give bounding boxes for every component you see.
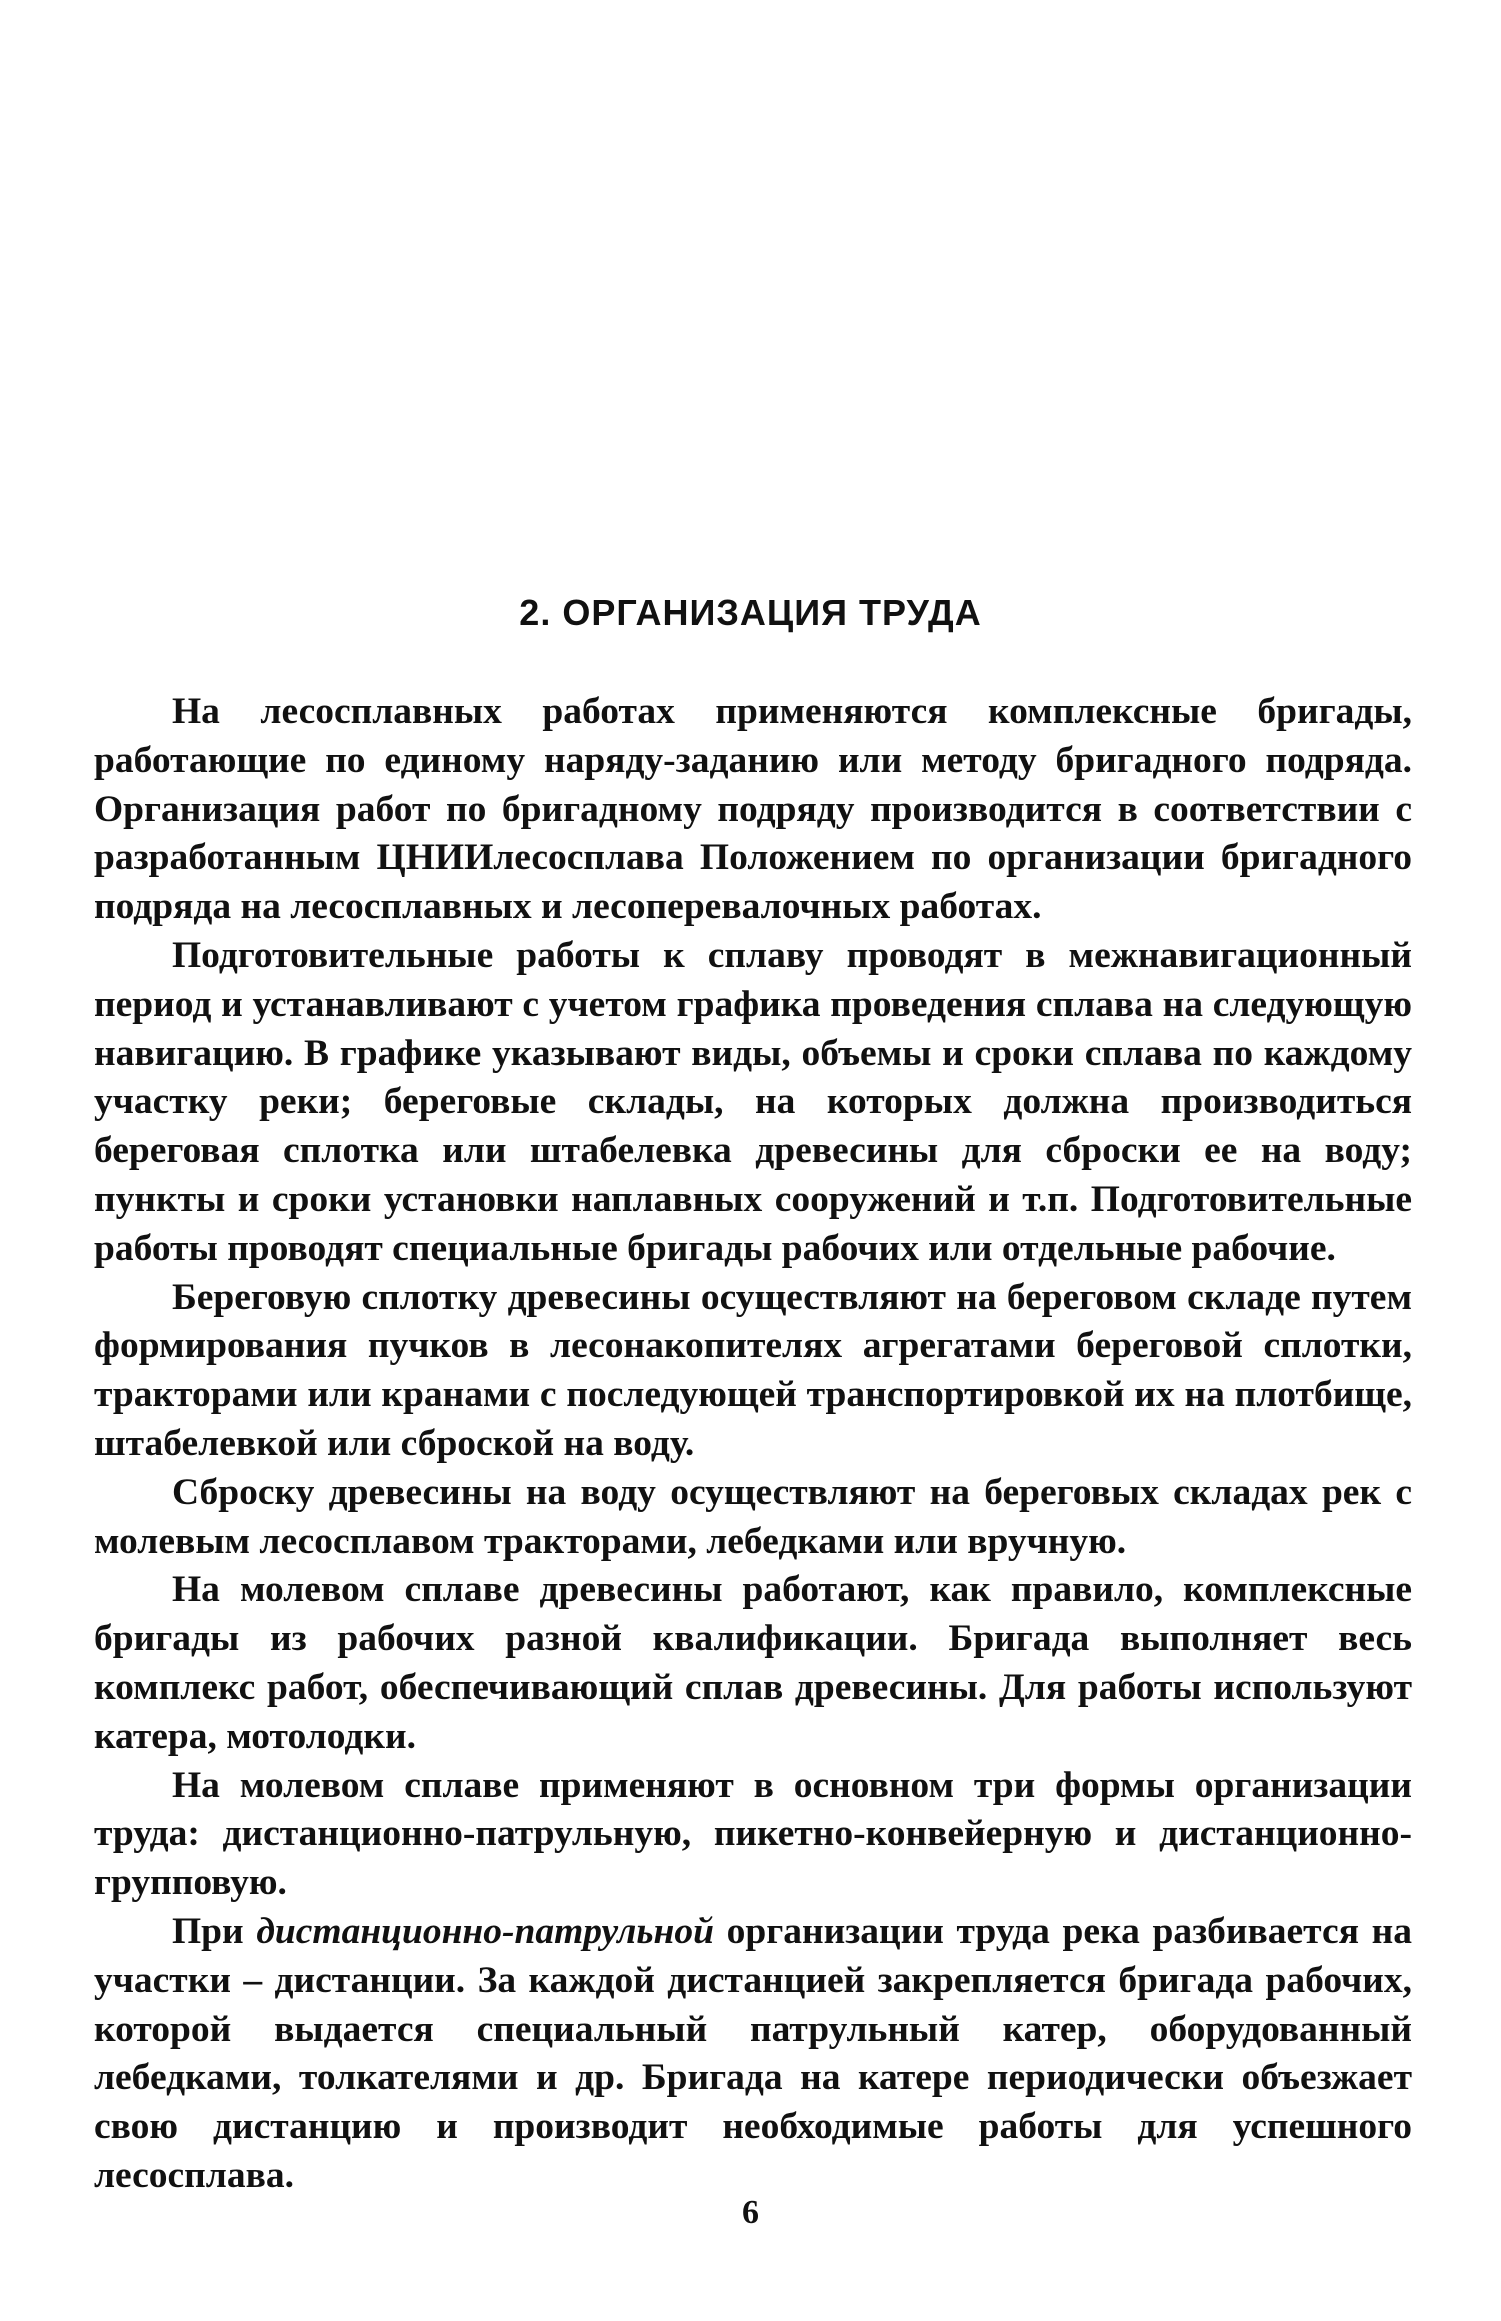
section-title: 2. ОРГАНИЗАЦИЯ ТРУДА xyxy=(519,592,982,633)
paragraph-2: Подготовительные работы к сплаву проводят в межнавигационный период и устанавливают с учетом графика проведения сплава на следующую навигацию. В графике указывают виды, объемы и сроки сплава по каждому участку реки; береговые склады, на которых должна производиться береговая сплотка или штабелевка древесины для сброски ее на воду; пункты и сроки установки наплавных сооружений и т.п. Подготовительные работы проводят специальные бригады рабочих или отдельные рабочие. xyxy=(94,934,1412,1269)
paragraph-7-rest: организации труда река разбивается на участки – дистанции. За каждой дистанцией закрепляется бригада рабочих, которой выдается специальный патрульный катер, оборудованный лебедками, толкателями и др. Бригада на катере периодически объезжает свою дистанцию и производит необходимые работы для успешного лесосплава. xyxy=(94,1910,1413,2196)
paragraph-1: На лесосплавных работах применяются комплексные бригады, работающие по единому наряду-заданию или методу бригадного подряда. Организация работ по бригадному подряду производится в соответствии с разработанным ЦНИИлесосплава Положением по организации бригадного подряда на лесосплавных и лесоперевалочных работах. xyxy=(94,691,1412,928)
page-number: 6 xyxy=(742,2194,759,2231)
paragraph-7-term: дистанционно-патрульной xyxy=(256,1910,714,1952)
paragraph-4: Сброску древесины на воду осуществляют на береговых складах рек с молевым лесосплавом тракторами, лебедками или вручную. xyxy=(94,1471,1412,1562)
paragraph-3: Береговую сплотку древесины осуществляют на береговом складе путем формирования пучков в лесонакопителях агрегатами береговой сплотки, тракторами или кранами с последующей транспортировкой их на плотбище, штабелевкой или сброской на воду. xyxy=(94,1276,1412,1464)
body-text xyxy=(94,688,1412,2201)
paragraph-5: На молевом сплаве древесины работают, как правило, комплексные бригады из рабочих разной квалификации. Бригада выполняет весь комплекс работ, обеспечивающий сплав древесины. Для работы используют катера, мотолодки. xyxy=(94,1569,1412,1757)
paragraph-7-lead: При xyxy=(172,1910,244,1952)
paragraph-6: На молевом сплаве применяют в основном три формы организации труда: дистанционно-патрульную, пикетно-конвейерную и дистанционно-групповую. xyxy=(94,1764,1412,1904)
paragraph-7 xyxy=(94,1908,1412,2201)
